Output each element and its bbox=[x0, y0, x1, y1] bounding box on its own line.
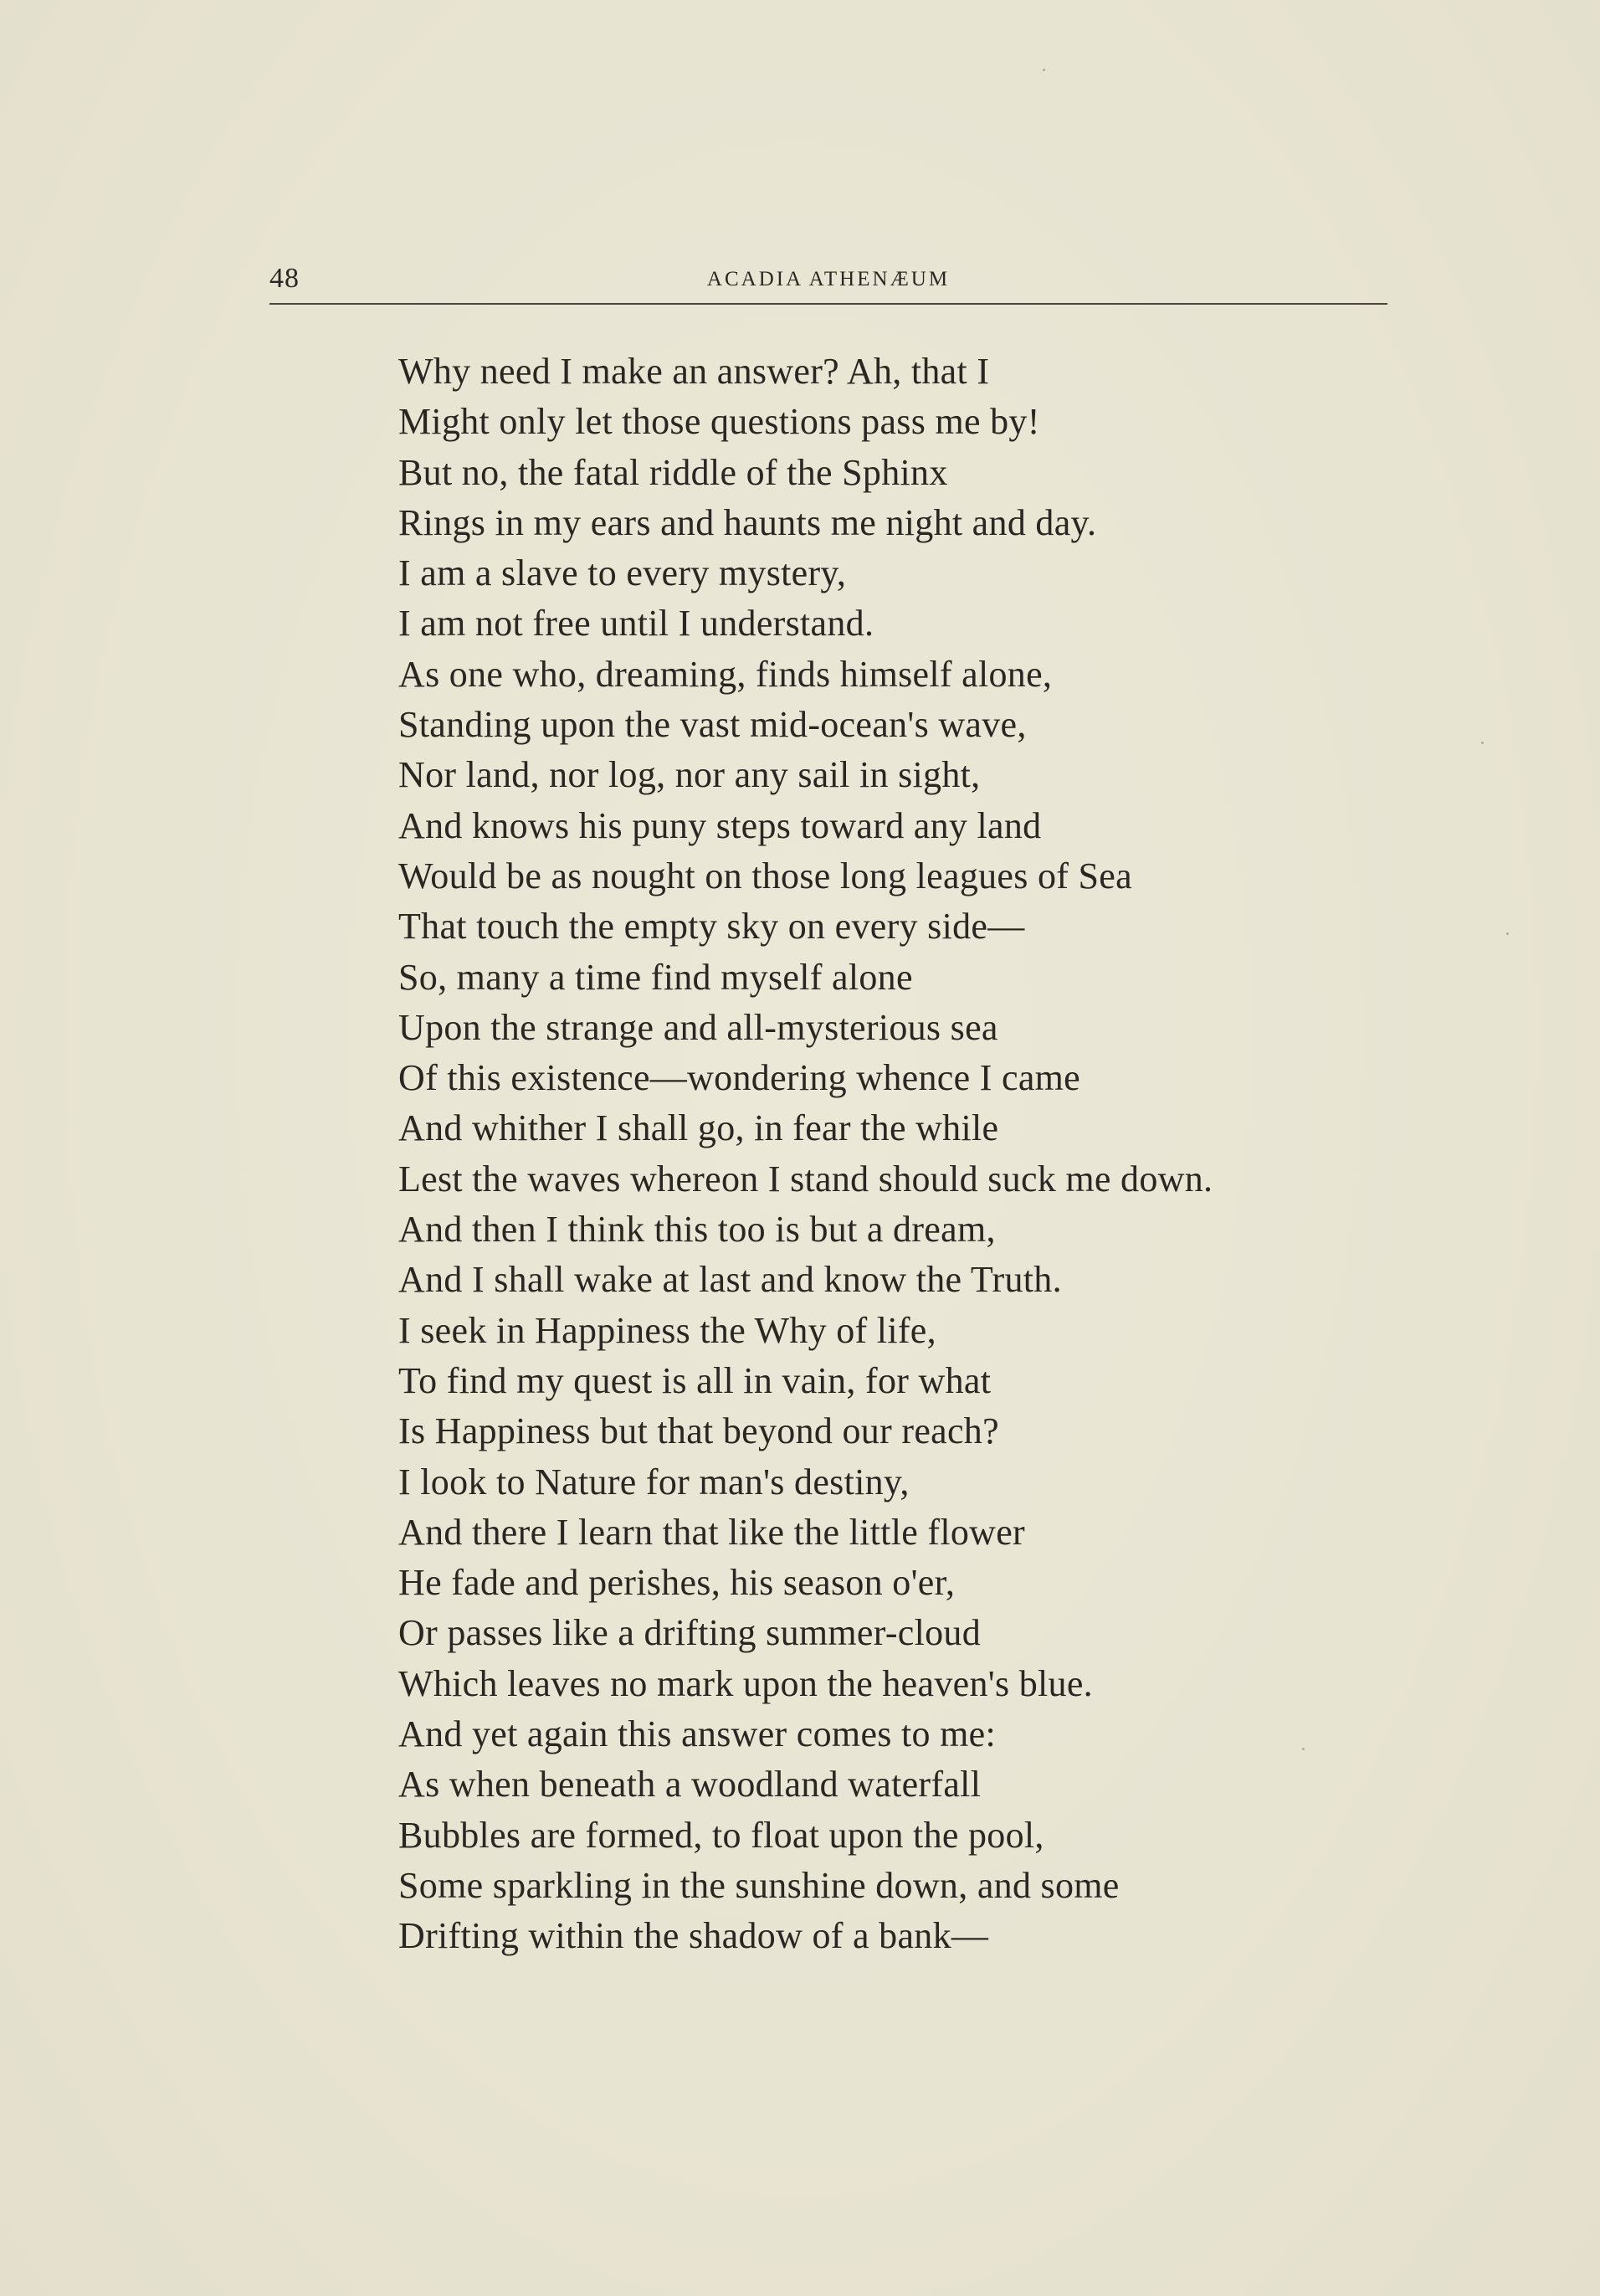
paper-speck bbox=[1506, 932, 1509, 935]
poem-line: But no, the fatal riddle of the Sphinx bbox=[398, 451, 948, 493]
poem-line: Why need I make an answer? Ah, that I bbox=[398, 351, 990, 392]
poem-line: Rings in my ears and haunts me night and day. bbox=[398, 501, 1097, 543]
paper-speck bbox=[1043, 69, 1045, 71]
poem-line: As one who, dreaming, finds himself alone, bbox=[398, 653, 1053, 695]
poem-line: And there I learn that like the little flower bbox=[398, 1511, 1025, 1553]
poem-line: To find my quest is all in vain, for what bbox=[398, 1359, 992, 1401]
poem-line: I look to Nature for man's destiny, bbox=[398, 1461, 910, 1502]
poem-line: Standing upon the vast mid-ocean's wave, bbox=[398, 704, 1027, 746]
poem-line: I am a slave to every mystery, bbox=[398, 552, 847, 594]
poem-line: Lest the waves whereon I stand should suck me down. bbox=[398, 1158, 1213, 1199]
poem-line: He fade and perishes, his season o'er, bbox=[398, 1562, 956, 1604]
poem-line: Or passes like a drifting summer-cloud bbox=[398, 1612, 982, 1654]
running-head: ACADIA ATHENÆUM bbox=[706, 268, 951, 290]
poem-line: And whither I shall go, in fear the while bbox=[398, 1107, 999, 1149]
poem-line: Nor land, nor log, nor any sail in sight, bbox=[398, 754, 981, 796]
poem-line: Is Happiness but that beyond our reach? bbox=[398, 1410, 999, 1452]
poem-line: Might only let those questions pass me by! bbox=[398, 401, 1040, 443]
poem-line: Would be as nought on those long leagues of Sea bbox=[398, 855, 1132, 896]
poem-line: Upon the strange and all-mysterious sea bbox=[398, 1006, 998, 1048]
paper-speck bbox=[1481, 742, 1484, 744]
poem-line: Drifting within the shadow of a bank— bbox=[398, 1915, 989, 1957]
poem-line: So, many a time find myself alone bbox=[398, 956, 913, 998]
poem-line: Which leaves no mark upon the heaven's blue. bbox=[398, 1662, 1093, 1704]
poem-line: And knows his puny steps toward any land bbox=[398, 804, 1042, 846]
page-number: 48 bbox=[269, 263, 300, 294]
poem-line: As when beneath a woodland waterfall bbox=[398, 1764, 982, 1805]
poem-line: Some sparkling in the sunshine down, and some bbox=[398, 1864, 1120, 1906]
poem-line: Bubbles are formed, to float upon the pool, bbox=[398, 1814, 1044, 1856]
poem-line: And yet again this answer comes to me: bbox=[398, 1713, 997, 1755]
paper-speck bbox=[1302, 1748, 1305, 1750]
page-header bbox=[269, 259, 1387, 305]
poem-line: And I shall wake at last and know the Truth. bbox=[398, 1259, 1062, 1301]
poem-body bbox=[398, 347, 1403, 1962]
poem-line: And then I think this too is but a dream, bbox=[398, 1209, 996, 1251]
poem-line: Of this existence—wondering whence I came bbox=[398, 1057, 1080, 1099]
poem-line: I seek in Happiness the Why of life, bbox=[398, 1309, 936, 1351]
poem-line: That touch the empty sky on every side— bbox=[398, 906, 1025, 948]
poem-line: I am not free until I understand. bbox=[398, 603, 874, 645]
